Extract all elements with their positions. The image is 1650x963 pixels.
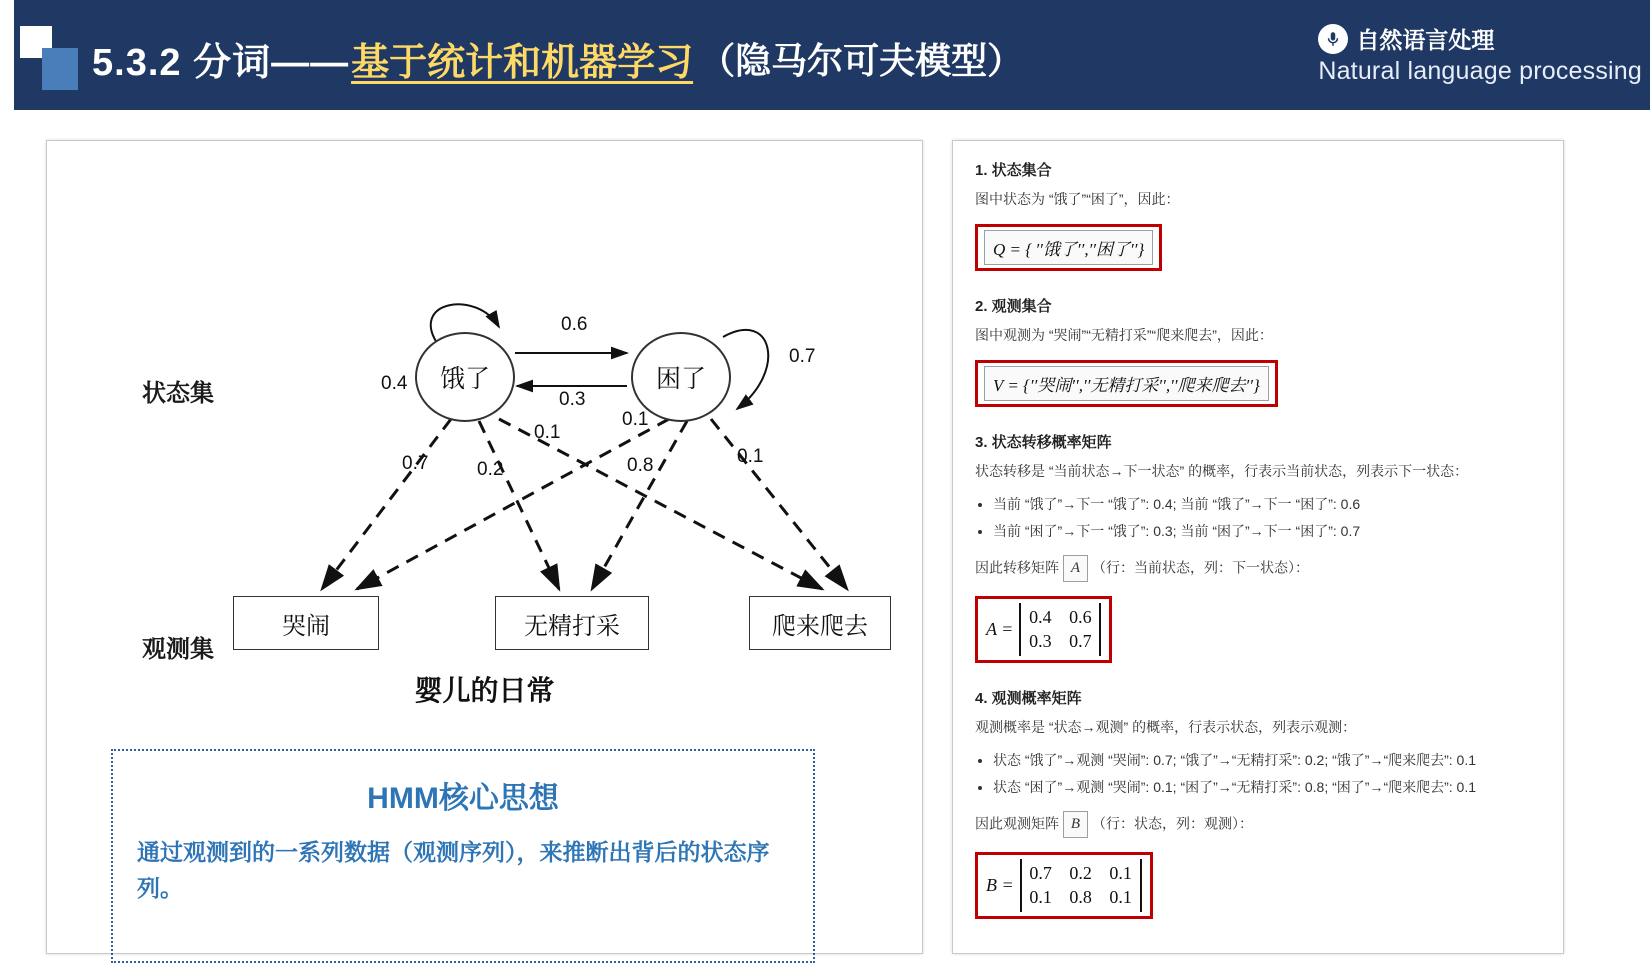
- brand-block: [1318, 22, 1642, 86]
- matrix-A-label: A =: [986, 618, 1014, 639]
- notes-section-2-text: 图中观测为 “哭闹”“无精打采”“爬来爬去”，因此：: [975, 326, 1273, 343]
- notes-section-4-text: 观测概率是 “状态→观测” 的概率，行表示状态，列表示观测：: [975, 718, 1357, 735]
- transition-conclusion-post: （行：当前状态，列：下一状态）：: [1091, 559, 1309, 576]
- microphone-icon: [1318, 24, 1348, 54]
- observation-node-crawl: [749, 596, 891, 650]
- notes-section-1-text: 图中状态为 “饿了”“困了”，因此：: [975, 191, 1180, 207]
- formula-observation-set-highlight: [975, 360, 1278, 407]
- formula-state-set-highlight: [975, 224, 1162, 271]
- transition-bullet-list: [993, 491, 1541, 544]
- matrix-B-cell: 0.1: [1109, 887, 1132, 908]
- matrix-B-cell: 0.1: [1029, 887, 1052, 908]
- emission-conclusion-post: （行：状态，列：观测）：: [1091, 815, 1253, 832]
- emission-bullet-list: [993, 747, 1541, 800]
- edge-label-hungry-crawl: 0.1: [534, 422, 561, 443]
- state-set-label: 状态集: [142, 380, 214, 407]
- notes-section-3-title: 3. 状态转移概率矩阵: [975, 433, 1112, 451]
- state-node-hungry: [415, 332, 515, 422]
- notes-panel: [952, 140, 1564, 954]
- brand-title-cn: 自然语言处理: [1356, 27, 1495, 53]
- matrix-A-cell: 0.4: [1029, 607, 1052, 628]
- matrix-B-label: B =: [986, 874, 1014, 895]
- diagram-panel: [46, 140, 923, 954]
- matrix-B-cell: 0.8: [1069, 887, 1092, 908]
- page-title: [92, 28, 1023, 88]
- transition-conclusion-pre: 因此转移矩阵: [975, 559, 1059, 576]
- notes-section-4-conclusion: [975, 811, 1541, 839]
- observation-node-cry-label: 哭闹: [282, 612, 330, 640]
- edge-label-hungry-to-sleepy: 0.6: [561, 314, 588, 335]
- hmm-diagram: [47, 141, 922, 741]
- table-row: [1028, 861, 1134, 885]
- formula-state-set: Q = { ′′饿了′′,′′困了′′}: [984, 230, 1153, 265]
- emission-conclusion-pre: 因此观测矩阵: [975, 815, 1059, 832]
- matrix-A-cell: 0.7: [1069, 631, 1092, 652]
- edge-label-sleepy-crawl: 0.1: [737, 446, 764, 467]
- formula-observation-set: V = {′′哭闹′′,′′无精打采′′,′′爬来爬去′′}: [984, 366, 1269, 401]
- matrix-B-highlight: [975, 852, 1153, 919]
- edge-label-sleepy-listless: 0.8: [627, 455, 654, 476]
- matrix-A-cell: 0.6: [1069, 607, 1092, 628]
- notes-section-1-title: 1. 状态集合: [975, 162, 1052, 179]
- edge-label-hungry-listless: 0.2: [477, 459, 504, 480]
- slide-header: [0, 0, 1650, 110]
- matrix-A-cell: 0.3: [1029, 631, 1052, 652]
- edge-label-hungry-cry: 0.7: [402, 453, 429, 474]
- observation-node-listless: [495, 596, 649, 650]
- edge-label-hungry-self: 0.4: [381, 373, 408, 394]
- matrix-A-highlight: [975, 596, 1112, 663]
- state-node-hungry-label: 饿了: [439, 365, 490, 393]
- hmm-core-idea-text: 通过观测到的一系列数据（观测序列），来推断出背后的状态序列。: [137, 839, 770, 901]
- hmm-core-idea-title: HMM核心思想: [367, 782, 559, 815]
- list-item: • 当前 “困了”→下一 “饿了”: 0.3; 当前 “困了”→下一 “困了”: 0.7: [993, 518, 1541, 545]
- header-left-bar: [0, 0, 14, 110]
- matrix-A-bracket: [1019, 603, 1101, 656]
- state-node-sleepy-label: 困了: [655, 365, 706, 393]
- notes-section-3-conclusion: [975, 555, 1541, 583]
- matrix-B-bracket: [1020, 859, 1142, 912]
- notes-section-2-title: 2. 观测集合: [975, 297, 1052, 315]
- observation-node-listless-label: 无精打采: [524, 612, 620, 640]
- edge-label-sleepy-cry: 0.1: [622, 409, 649, 430]
- observation-node-crawl-label: 爬来爬去: [772, 612, 868, 640]
- table-row: [1027, 629, 1093, 653]
- notes-section-3-text: 状态转移是 “当前状态→下一状态” 的概率，行表示当前状态，列表示下一状态：: [975, 462, 1469, 479]
- list-item: • 当前 “饿了”→下一 “饿了”: 0.4; 当前 “饿了”→下一 “困了”: 0.6: [993, 491, 1541, 518]
- observation-set-label: 观测集: [142, 636, 214, 663]
- edge-label-sleepy-to-hungry: 0.3: [559, 389, 586, 410]
- matrix-B-cell: 0.1: [1109, 863, 1132, 884]
- transition-matrix-symbol: A: [1063, 555, 1088, 583]
- list-item: • 状态 “困了”→观测 “哭闹”: 0.1; “困了”→“无精打采”: 0.8; “困了”→“爬来爬去”: 0.1: [993, 774, 1541, 801]
- observation-node-cry: [233, 596, 379, 650]
- matrix-B: [986, 859, 1142, 912]
- table-row: [1027, 605, 1093, 629]
- list-item: • 状态 “饿了”→观测 “哭闹”: 0.7; “饿了”→“无精打采”: 0.2; “饿了”→“爬来爬去”: 0.1: [993, 747, 1541, 774]
- matrix-B-cell: 0.2: [1069, 863, 1092, 884]
- notes-section-4-title: 4. 观测概率矩阵: [975, 689, 1082, 707]
- edge-label-sleepy-self: 0.7: [789, 346, 816, 367]
- title-section-number: 5.3.2 分词——: [92, 41, 350, 84]
- matrix-A: [986, 603, 1101, 656]
- hmm-core-idea-box: [111, 749, 815, 963]
- emission-matrix-symbol: B: [1063, 811, 1088, 839]
- diagram-caption: 婴儿的日常: [414, 675, 555, 706]
- title-tail: （隐马尔可夫模型）: [699, 39, 1024, 81]
- title-highlight: 基于统计和机器学习: [351, 41, 694, 84]
- brand-title-en: Natural language processing: [1318, 57, 1642, 85]
- table-row: [1028, 885, 1134, 909]
- header-square-blue: [42, 48, 78, 90]
- matrix-B-cell: 0.7: [1029, 863, 1052, 884]
